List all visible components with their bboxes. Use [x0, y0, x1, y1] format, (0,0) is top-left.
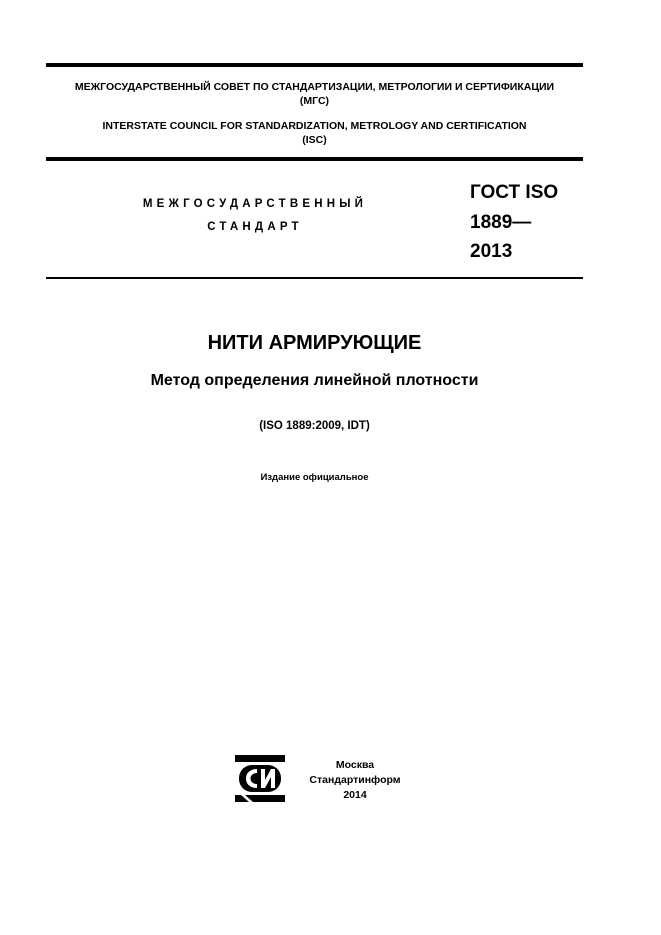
council-en-abbr: (ISC) [302, 134, 327, 146]
council-en-name: INTERSTATE COUNCIL FOR STANDARDIZATION, METROLOGY AND CERTIFICATION [102, 120, 527, 132]
iso-reference: (ISO 1889:2009, IDT) [259, 420, 370, 432]
publisher-year: 2014 [343, 789, 367, 801]
edition-note: Издание официальное [260, 472, 369, 483]
designation-line1: ГОСТ ISO [470, 182, 559, 203]
middle-rule [46, 157, 583, 161]
designation-line2: 1889— [470, 212, 532, 233]
standard-type-line1: МЕЖГОСУДАРСТВЕННЫЙ [142, 198, 368, 210]
council-en [46, 119, 583, 147]
document-title: НИТИ АРМИРУЮЩИЕ [207, 332, 422, 354]
designation-line3: 2013 [470, 241, 513, 262]
publisher-city: Москва [335, 759, 375, 771]
council-ru [46, 80, 583, 108]
standartinform-logo-icon [235, 755, 285, 802]
council-ru-abbr: (МГС) [299, 95, 330, 107]
standard-type-line2: СТАНДАРТ [207, 221, 303, 233]
document-subtitle: Метод определения линейной плотности [150, 372, 479, 389]
publisher-name: Стандартинформ [309, 774, 401, 786]
top-rule [46, 63, 583, 67]
publisher-block [300, 758, 410, 803]
council-ru-name: МЕЖГОСУДАРСТВЕННЫЙ СОВЕТ ПО СТАНДАРТИЗАЦИИ, МЕТРОЛОГИИ И СЕРТИФИКАЦИИ [74, 81, 555, 93]
bottom-rule [46, 277, 583, 279]
